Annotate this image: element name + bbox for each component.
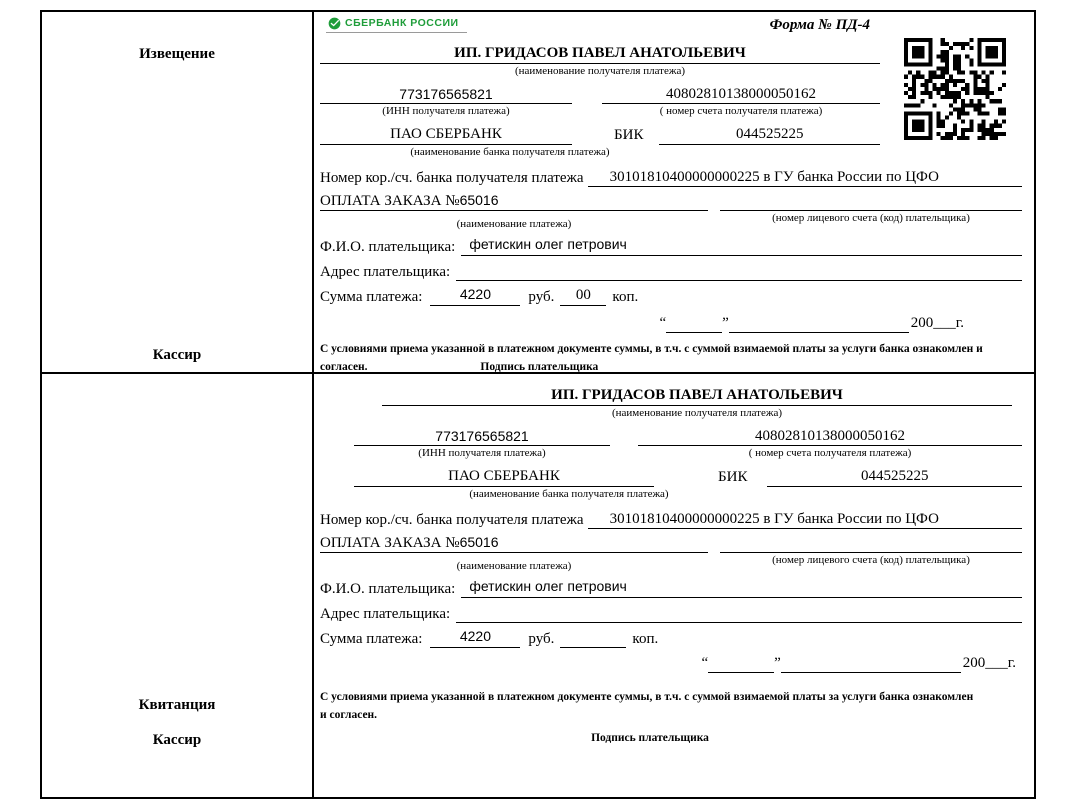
- cashier-label: Кассир: [152, 732, 202, 748]
- notice-section: [42, 12, 1034, 374]
- kop-label: коп.: [632, 630, 659, 647]
- date-quote-open: “: [701, 655, 709, 672]
- bank-name: ПАО СБЕРБАНК: [354, 467, 654, 487]
- order-number: 65016: [459, 533, 499, 550]
- date-quote-open: “: [659, 315, 667, 332]
- bik-value: 044525225: [659, 125, 880, 145]
- recipient-account: 40802810138000050162: [638, 427, 1022, 447]
- date-year: 200___г.: [910, 315, 964, 332]
- rub-label: руб.: [528, 630, 555, 647]
- recipient-name-caption: (наименование получателя платежа): [611, 406, 783, 419]
- corr-account-label: Номер кор./сч. банка получателя платежа: [320, 511, 584, 528]
- qr-code: [904, 38, 1006, 140]
- corr-account-value: 30101810400000000225 в ГУ банка России по ЦФО: [588, 168, 1022, 188]
- amount-rubles: 4220: [430, 628, 520, 648]
- payer-name-label: Ф.И.О. плательщика:: [320, 238, 456, 255]
- bik-label: БИК: [614, 127, 644, 143]
- personal-account-blank-line: [720, 533, 1022, 553]
- signature-label: Подпись плательщика: [480, 360, 599, 372]
- date-month-blank: [781, 672, 961, 673]
- date-day-blank: [708, 672, 774, 673]
- inn-caption: (ИНН получателя платежа): [418, 447, 546, 460]
- order-number: 65016: [459, 191, 499, 208]
- payer-address-label: Адрес плательщика:: [320, 263, 451, 280]
- payment-purpose: ОПЛАТА ЗАКАЗА №65016: [320, 534, 708, 554]
- receipt-content: [314, 374, 1034, 797]
- payer-name-value: фетискин олег петрович: [461, 578, 1022, 598]
- receipt-main-fields: [320, 386, 1022, 502]
- sberbank-logo: [326, 16, 467, 33]
- date-day-blank: [666, 332, 722, 333]
- receipt-section: [42, 374, 1034, 797]
- payer-name-label: Ф.И.О. плательщика:: [320, 580, 456, 597]
- cashier-label: Кассир: [152, 347, 202, 363]
- payer-address-label: Адрес плательщика:: [320, 605, 451, 622]
- bank-name-caption: (наименование банка получателя платежа): [410, 145, 610, 158]
- terms-text: С условиями приема указанной в платежном документе суммы, в т.ч. с суммой взимаемой платы за услуги банка ознакомлен и согласен. Подпись плательщика: [320, 343, 983, 372]
- kop-label: коп.: [612, 288, 639, 305]
- recipient-name: ИП. ГРИДАСОВ ПАВЕЛ АНАТОЛЬЕВИЧ: [320, 44, 880, 64]
- recipient-name-caption: (наименование получателя платежа): [514, 64, 686, 77]
- payment-name-caption: (наименование платежа): [456, 217, 572, 230]
- form-number: Форма № ПД-4: [769, 17, 870, 33]
- date-quote-close: ”: [774, 655, 781, 672]
- signature-label: Подпись плательщика: [591, 731, 709, 744]
- corr-account-label: Номер кор./сч. банка получателя платежа: [320, 169, 584, 186]
- payer-name-value: фетискин олег петрович: [461, 236, 1022, 256]
- personal-account-caption: (номер лицевого счета (код) плательщика): [772, 554, 970, 567]
- bik-value: 044525225: [767, 467, 1022, 487]
- recipient-inn: 773176565821: [320, 86, 572, 105]
- date-line: [320, 314, 964, 333]
- notice-side-column: [42, 12, 314, 372]
- date-line: [320, 654, 1016, 673]
- receipt-side-column: [42, 374, 314, 797]
- amount-label: Сумма платежа:: [320, 630, 423, 647]
- amount-kopeks: 00: [560, 286, 606, 306]
- receipt-label: Квитанция: [138, 697, 216, 713]
- notice-label: Извещение: [139, 46, 215, 62]
- date-quote-close: ”: [722, 315, 729, 332]
- sberbank-logo-icon: [328, 17, 341, 30]
- payer-address-blank-line: [456, 603, 1022, 623]
- corr-account-value: 30101810400000000225 в ГУ банка России по ЦФО: [588, 510, 1022, 530]
- notice-content: [314, 12, 1034, 372]
- bank-name: ПАО СБЕРБАНК: [320, 125, 572, 145]
- recipient-inn: 773176565821: [354, 428, 610, 447]
- amount-label: Сумма платежа:: [320, 288, 423, 305]
- account-caption: ( номер счета получателя платежа): [659, 105, 823, 118]
- recipient-name: ИП. ГРИДАСОВ ПАВЕЛ АНАТОЛЬЕВИЧ: [382, 386, 1012, 406]
- date-month-blank: [729, 332, 909, 333]
- payment-name-caption: (наименование платежа): [456, 559, 572, 572]
- payment-purpose: ОПЛАТА ЗАКАЗА №65016: [320, 192, 708, 212]
- inn-caption: (ИНН получателя платежа): [382, 105, 510, 118]
- sberbank-logo-text: СБЕРБАНК РОССИИ: [345, 17, 459, 29]
- rub-label: руб.: [528, 288, 555, 305]
- payer-address-blank-line: [456, 261, 1022, 281]
- account-caption: ( номер счета получателя платежа): [748, 447, 912, 460]
- amount-rubles: 4220: [430, 286, 520, 306]
- terms-text: С условиями приема указанной в платежном документе суммы, в т.ч. с суммой взимаемой платы за услуги банка ознакомлен и согласен.: [320, 691, 974, 721]
- bank-name-caption: (наименование банка получателя платежа): [469, 487, 669, 500]
- personal-account-caption: (номер лицевого счета (код) плательщика): [772, 212, 970, 225]
- amount-kopeks: [560, 628, 626, 648]
- date-year: 200___г.: [962, 655, 1016, 672]
- personal-account-blank-line: [720, 191, 1022, 211]
- bik-label: БИК: [718, 469, 748, 485]
- notice-main-fields: [320, 44, 880, 160]
- recipient-account: 40802810138000050162: [602, 85, 880, 105]
- payment-form-pd4: [40, 10, 1036, 799]
